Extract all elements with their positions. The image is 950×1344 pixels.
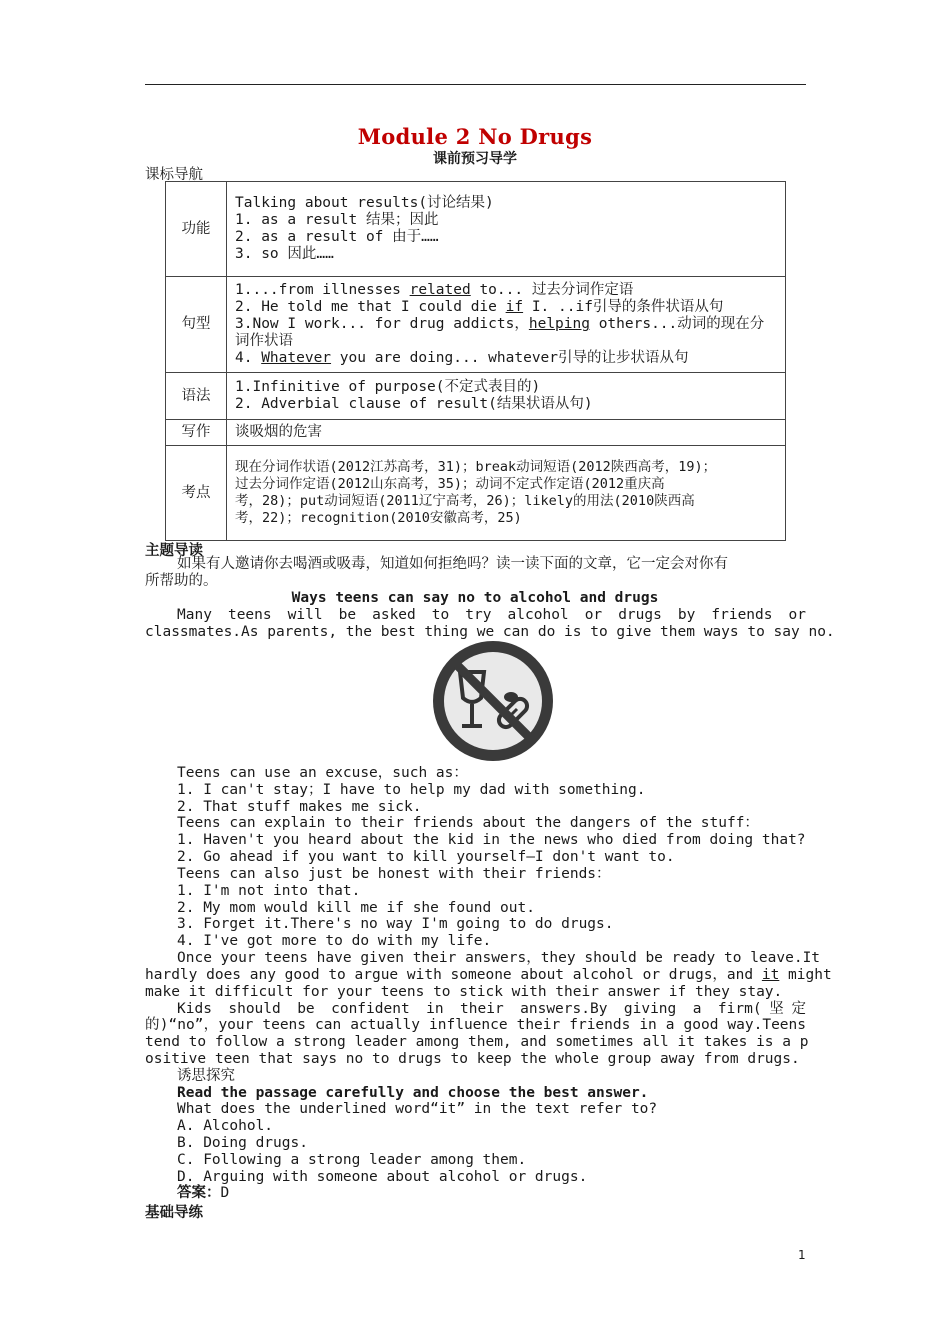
cell-line: Talking about results(讨论结果) (235, 195, 494, 211)
paragraph-line: 4. I've got more to do with my life. (177, 933, 492, 949)
paragraph-line: Teens can also just be honest with their friends： (177, 866, 611, 882)
row-head: 写作 (166, 420, 227, 446)
paragraph-line: 2. That stuff makes me sick. (177, 799, 422, 815)
underlined-word: helping (528, 316, 590, 332)
quiz-option: A. Alcohol. (177, 1118, 274, 1134)
table-row (166, 420, 786, 446)
cell-line: 1....from illnesses related to... 过去分词作定语 (235, 282, 634, 298)
header-rule (145, 84, 806, 85)
paragraph-line: 1. I'm not into that. (177, 883, 361, 899)
paragraph-line: Once your teens have given their answers，they should be ready to leave.It (177, 950, 821, 966)
cell-line: 考，28)；put动词短语(2011辽宁高考，26)；likely的用法(2010陕西高 (235, 493, 695, 509)
answer-value: D (220, 1185, 230, 1201)
paragraph-line: Kids should be confident in their answers.By giving a firm(坚定 (177, 1001, 806, 1017)
reading-label: 主题导读 (145, 543, 203, 559)
quiz-question: What does the underlined word“it” in the text refer to? (177, 1101, 658, 1117)
underlined-word: if (505, 299, 524, 315)
row-body (227, 420, 786, 446)
intro-line: 所帮助的。 (145, 573, 218, 589)
row-head: 语法 (166, 373, 227, 420)
article-title: Ways teens can say no to alcohol and drugs (291, 590, 659, 606)
paragraph-line: tend to follow a strong leader among them, and sometimes all it takes is a p (145, 1034, 809, 1050)
quiz-option: D. Arguing with someone about alcohol or drugs. (177, 1169, 588, 1185)
row-head: 考点 (166, 446, 227, 541)
page-subtitle: 课前预习导学 (433, 151, 517, 167)
text-run: might (779, 967, 832, 983)
paragraph-line: classmates.As parents, the best thing we can do is to give them ways to say no. (145, 624, 835, 640)
no-alcohol-no-drugs-icon (432, 640, 554, 762)
table-row (166, 446, 786, 541)
text-run: hardly does any good to argue with someone about alcohol or drugs，and (145, 967, 762, 983)
row-body (227, 446, 786, 541)
cell-line: 4. Whatever you are doing... whatever引导的让步状语从句 (235, 350, 689, 366)
guide-label: 课标导航 (145, 167, 203, 183)
cell-line: 2. He told me that I could die if I. ..if引导的条件状语从句 (235, 299, 724, 315)
table-row (166, 182, 786, 277)
underlined-word: related (409, 282, 471, 298)
underlined-word: Whatever (261, 350, 332, 366)
paragraph-line: make it difficult for your teens to stick with their answer if they stay. (145, 984, 783, 1000)
row-head: 句型 (166, 277, 227, 373)
cell-line: 过去分词作定语(2012山东高考，35)；动词不定式作定语(2012重庆高 (235, 476, 665, 492)
cell-line: 2. Adverbial clause of result(结果状语从句) (235, 396, 593, 412)
intro-line: 如果有人邀请你去喝酒或吸毒，知道如何拒绝吗？读一读下面的文章，它一定会对你有 (177, 556, 728, 572)
row-body (227, 182, 786, 277)
paragraph-line: 1. I can't stay；I have to help my dad with something. (177, 782, 646, 798)
page-title: Module 2 No Drugs (357, 124, 593, 149)
paragraph-line: 1. Haven't you heard about the kid in the news who died from doing that? (177, 832, 806, 848)
cell-line: 现在分词作状语(2012江苏高考，31)；break动词短语(2012陕西高考，19)； (235, 459, 717, 475)
paragraph-line: 2. Go ahead if you want to kill yourself—I don't want to. (177, 849, 675, 865)
cell-line: 谈吸烟的危害 (235, 424, 322, 440)
paragraph-line: Teens can use an excuse，such as： (177, 765, 468, 781)
next-section-label: 基础导练 (145, 1205, 203, 1221)
table-row (166, 277, 786, 373)
table-row (166, 373, 786, 420)
cell-line: 2. as a result of 由于…… (235, 229, 439, 245)
cell-line: 3. so 因此…… (235, 246, 334, 262)
paragraph-line (145, 967, 832, 984)
cell-line: 1.Infinitive of purpose(不定式表目的) (235, 379, 541, 395)
quiz-instruction: Read the passage carefully and choose the best answer. (177, 1085, 649, 1101)
underlined-word: it (761, 967, 780, 983)
cell-line: 3.Now I work... for drug addicts，helping others...动词的现在分词作状语 (235, 316, 765, 349)
paragraph-line: Teens can explain to their friends about the dangers of the stuff： (177, 815, 759, 831)
row-body (227, 373, 786, 420)
quiz-option: B. Doing drugs. (177, 1135, 308, 1151)
quiz-answer (177, 1185, 229, 1202)
quiz-label: 诱思探究 (177, 1068, 235, 1084)
cell-line: 考，22)；recognition(2010安徽高考，25) (235, 510, 522, 526)
paragraph-line: 3. Forget it.There's no way I'm going to do drugs. (177, 916, 614, 932)
page-number: 1 (798, 1248, 806, 1262)
cell-line: 1. as a result 结果；因此 (235, 212, 439, 228)
paragraph-line: Many teens will be asked to try alcohol or drugs by friends or (177, 607, 806, 623)
row-head: 功能 (166, 182, 227, 277)
quiz-option: C. Following a strong leader among them. (177, 1152, 527, 1168)
paragraph-line: 的)“no”，your teens can actually influence their friends in a good way.Teens (145, 1017, 806, 1033)
row-body (227, 277, 786, 373)
curriculum-guide-table (165, 181, 786, 541)
paragraph-line: 2. My mom would kill me if she found out. (177, 900, 535, 916)
paragraph-line: ositive teen that says no to drugs to keep the whole group away from drugs. (145, 1051, 800, 1067)
answer-label: 答案： (177, 1185, 221, 1201)
